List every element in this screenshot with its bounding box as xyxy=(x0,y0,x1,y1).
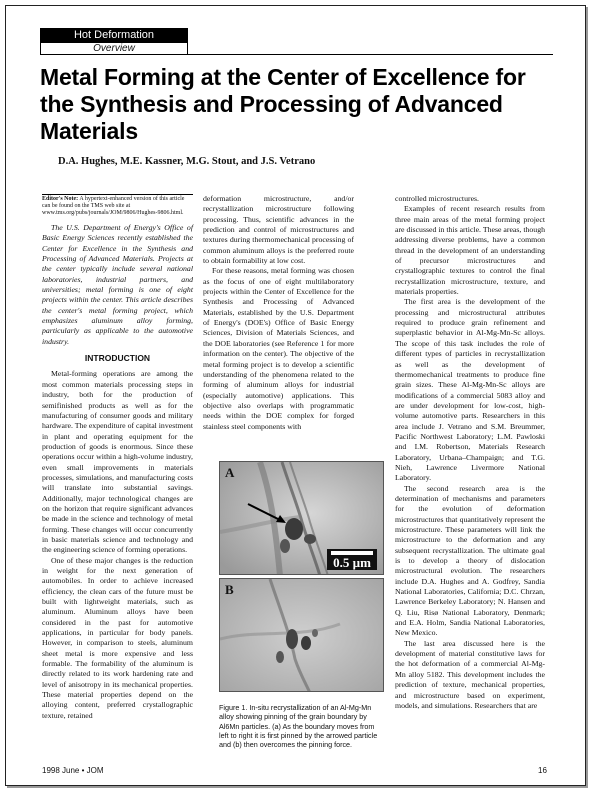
paragraph: The second research area is the determination of mechanisms and parameters for the evolution of deformation microstructures that quantitatively represent the microstructure. These parameters will link the microstructure to the deformation and any subsequent recrystallization. The ultimate goal is to develop a theory of dislocation microstructural evolution. The researchers include D.A. Hughes and A. Godfrey, Sandia National Laboratories, California; D.C. Chrzan, Lawrence Berkeley Laboratory; N. Hansen and Q. Liu, Risø National Laboratory, Denmark; and E.A. Holm, Sandia National Laboratories, New Mexico. xyxy=(395,483,545,638)
header-rule xyxy=(188,54,553,55)
column-3 xyxy=(395,194,545,711)
editors-note xyxy=(42,194,193,217)
section-tab xyxy=(40,28,188,55)
paragraph: controlled microstructures. xyxy=(395,194,480,203)
micrograph-panel-b xyxy=(219,578,384,692)
panel-label-b: B xyxy=(225,582,234,597)
article-title: Metal Forming at the Center of Excellence for the Synthesis and Processing of Advanced Materials xyxy=(40,64,526,144)
page-number: 16 xyxy=(538,766,547,775)
paragraph: For these reasons, metal forming was chosen as the focus of one of eight multilaboratory projects within the Center of Excellence for the Synthesis and Processing of Advanced Materials, established by the U.S. Department of Energy's (DOE's) Office of Basic Energy Sciences, Division of Materials Sciences, and the DOE laboratories (see Reference 1 for more information on the center). The objective of the metal forming project is to develop a scientific understanding of the phenomena related to the forming of aluminum alloys for industrial (especially automotive) applications. This objective also overlaps with programmatic needs within the DOE complex for forged stainless steel components with xyxy=(203,266,354,431)
abstract: The U.S. Department of Energy's Office of Basic Energy Sciences recently established the Center for Excellence in the Synthesis and Processing of Advanced Materials. Projects at the center typically include several national laboratories, industrial partners, and universities; metal forming is one of eight projects within the center. This article describes the center's metal forming project, which emphasizes aluminum alloy forming, particularly as applicable to the automotive industry. xyxy=(42,223,193,346)
section-name: Hot Deformation xyxy=(73,29,155,41)
figure-1 xyxy=(219,461,384,773)
column-2 xyxy=(203,194,354,432)
paragraph: deformation microstructure, and/or recrystallization microstructure following processing. Thus, scientific advances in the prediction and control of microstructures and textures during thermomechanical processing of common aluminum alloys is the preferred route to obtain formability at low cost. xyxy=(203,194,354,266)
scale-bar xyxy=(327,549,377,570)
micrograph-panel-a xyxy=(219,461,384,575)
paragraph: Metal-forming operations are among the most common materials processing steps in industry, both for the production of semifinished products as well as for the manufacturing of consumer goods and military hardware. The expenditure of capital investment in plant and operating equipment for the production of goods is enormous. Since these operations occur within a high-volume industry, even small improvements in materials processes, simulations, and manufacturing costs will translate into substantial savings. Additionally, major technological changes are on the horizon that require significant advances be made in the science and technology of metal forming. These changes will occur concurrently in basic materials science and technology and the engineering science of forming operations. xyxy=(42,369,193,555)
scale-bar-label: 0.5 µm xyxy=(333,555,371,570)
subsection-name: Overview xyxy=(40,42,188,55)
figure-caption: Figure 1. In-situ recrystallization of an Al-Mg-Mn alloy showing pinning of the grain boundary by Al6Mn particles. (a) As the boundary moves from left to right it is first pinned by the arrowed particle and (b) then overcomes the pinning force. xyxy=(219,703,378,750)
column-1 xyxy=(42,194,193,721)
footer-issue: 1998 June • JOM xyxy=(42,766,104,775)
author-list: D.A. Hughes, M.E. Kassner, M.G. Stout, and J.S. Vetrano xyxy=(58,156,316,167)
paragraph: The last area discussed here is the development of material constitutive laws for the hot deformation of a commercial Al-Mg-Mn alloy 5182. This development includes the prediction of texture, mechanical properties, and microstructure based on experiment, models, and simulations. Researchers that are xyxy=(395,638,545,710)
paragraph: One of these major changes is the reduction in weight for the next generation of automobiles. In order to achieve increased efficiency, the clean cars of the future must be built with lightweight materials, such as aluminum. Aluminum alloys have been considered in the past for automotive applications, in particular for body panels. However, in comparison to steels, aluminum sheet metal is more expensive and less formable. The formability of the aluminum is directly related to its work hardening rate and level of anisotropy in its mechanical properties. These material properties depend on the alloying content, preferred crystallographic texture, retained xyxy=(42,555,193,720)
introduction-heading: INTRODUCTION xyxy=(84,353,151,364)
paragraph: Examples of recent research results from three main areas of the metal forming project are discussed in this article. These areas, though addressing diverse problems, have a common thread in the development of an understanding of precursor microstructures and crystallographic textures to control the final recrystallization microstructure, texture, and materials properties. xyxy=(395,204,545,297)
paragraph: The first area is the development of the processing and microstructural attributes required to produce grain refinement and superplastic behavior in Al-Mg-Mn-Sc alloys. The scope of this task includes the role of different types of particles in recrystallization as well as the development of thermomechanical treatments to produce fine grain sizes. These Al-Mg-Mn-Sc alloys are modifications of a commercial 5083 alloy and are under development for low-cost, high-volume automotive parts. Researchers in this area include J. Vetrano and S.M. Breummer, Pacific Northwest Laboratory; L.M. Pawloski and I.M. Robertson, Materials Research Laboratory, Urbana–Champaign; and T.G. Nieh, Lawrence Livermore National Laboratory. xyxy=(395,297,545,483)
panel-label-a: A xyxy=(225,465,235,480)
micrograph-b-image xyxy=(220,579,384,692)
editors-note-text: A hypertext-enhanced version of this article can be found on the TMS web site at www.tms.org/pubs/journals/JOM/9806/Hughes-9806.html. xyxy=(42,196,185,216)
editors-note-label: Editor's Note: xyxy=(42,196,79,202)
